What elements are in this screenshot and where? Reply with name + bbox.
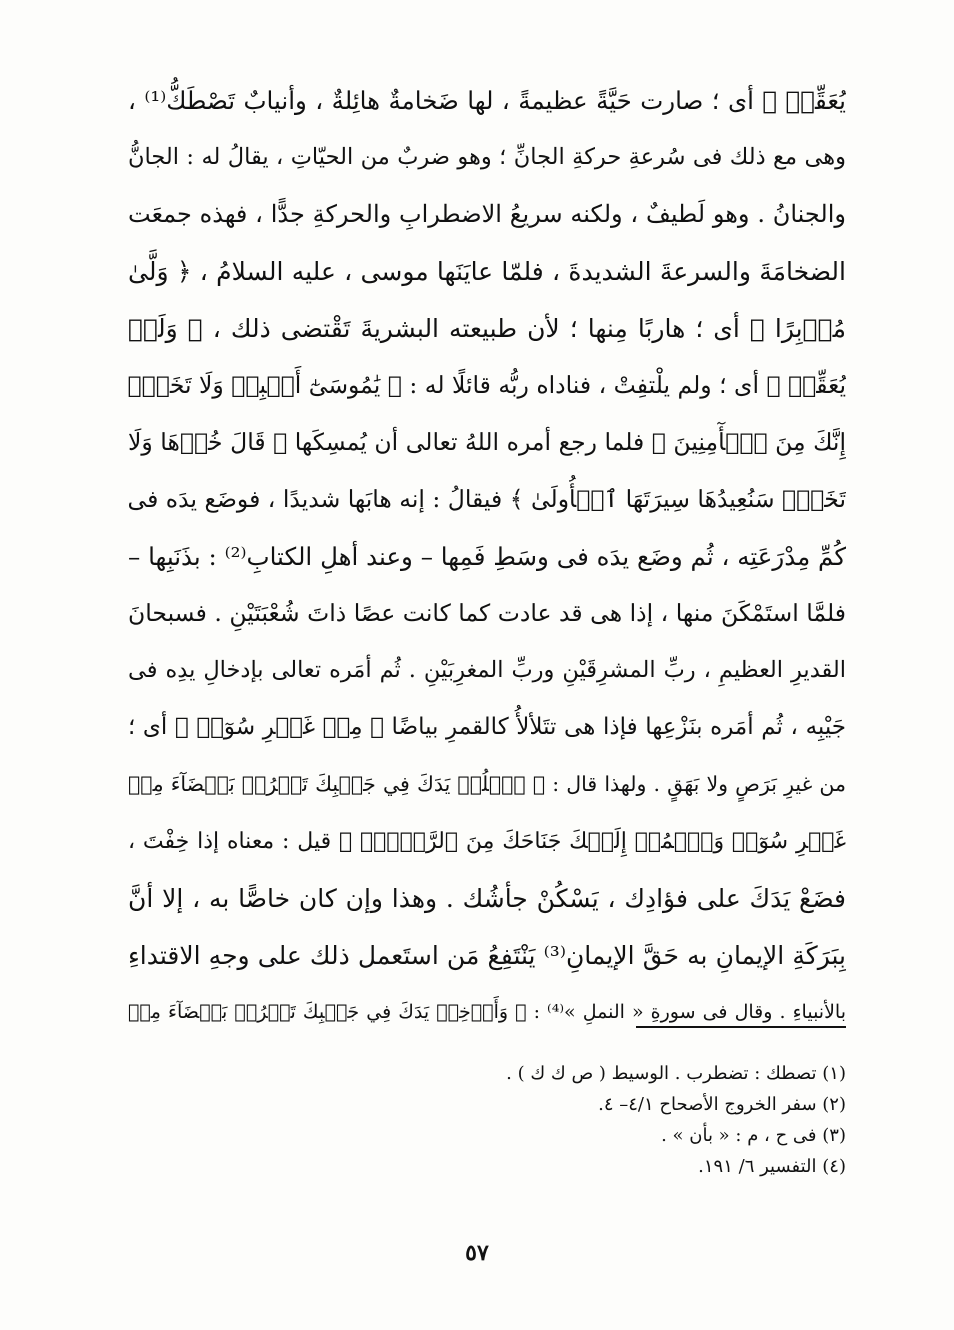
text-line: وهى مع ذلك فى سُرعةِ حركةِ الجانِّ ؛ وهو ضربٌ من الحيّاتِ ، يقالُ له : الجانُّ bbox=[128, 144, 846, 170]
text-line: والجنانُ . وهو لَطيفٌ ، ولكنه سريعُ الاضطرابِ والحركةِ جدًّا ، فهذه جمعَت bbox=[128, 200, 846, 228]
text-line: كُمِّ مِدْرَعَتِه ، ثُم وضَع يدَه فى وسَطِ فَمِها – وعند أهلِ الكتابِ⁽²⁾ : بذَنَبِها – bbox=[128, 542, 846, 571]
footnote-4: (٤) التفسير ٦/ ١٩١. bbox=[698, 1156, 846, 1177]
footnotes bbox=[450, 1058, 846, 1182]
text-line: مُدۡبِرًا ﴾ أى ؛ هاربًا مِنها ؛ لأن طبيعته البشريةَ تَقْتضى ذلك ، ﴿ وَلَمۡ bbox=[128, 314, 846, 343]
text-line: يُعَقِّبۡ ﴾ أى ؛ صارت حَيَّةً عظيمةً ، لها ضَخامةٌ هائِلةٌ ، وأنيابٌ تَصْطَكُّ⁽¹⁾ ، bbox=[128, 86, 846, 115]
text-line: فلمَّا استَمْكَنَ منها ، إذا هى قد عادت كما كانت عصًا ذاتَ شُعْبَتَيْنِ . فسبحانَ bbox=[128, 599, 846, 627]
footnote-separator bbox=[636, 1026, 846, 1028]
text-line: الضخامَةَ والسرعةَ الشديدةَ ، فلمّا عايَنَها موسى ، عليه السلامُ ، ﴿ وَلَّىٰ bbox=[128, 257, 846, 286]
footnote-1: (١) تصطك : تضطرب . الوسيط ( ص ك ك ) . bbox=[506, 1063, 846, 1084]
text-line: بالأنبياءِ . وقال فى سورةِ « النملِ »⁽⁴⁾ : ﴿ وَأَدۡخِلۡ يَدَكَ فِي جَيۡبِكَ تَخۡرُجۡ بَيۡضَآءَ مِنۡ bbox=[128, 1001, 846, 1023]
text-line: تَخَفۡۖ سَنُعِيدُهَا سِيرَتَهَا ٱلۡأُولَىٰ ﴾ فيقالُ : إنه هابَها شديدًا ، فوضَع يدَه فى bbox=[128, 485, 846, 513]
text-line: من غيرِ بَرَصٍ ولا بَهَقٍ . ولهذا قال : ﴿ ٱسۡلُكۡ يَدَكَ فِي جَيۡبِكَ تَخۡرُجۡ بَيۡضَآءَ مِنۡ bbox=[128, 772, 846, 796]
page-number: ٥٧ bbox=[465, 1240, 489, 1266]
text-line: جَيْبِه ، ثُم أمَره بنَزْعِها فإذا هى تتَلألأُ كالقمرِ بياضًا ﴿ مِنۡ غَيۡرِ سُوٓءٖ ﴾ أى ؛ bbox=[128, 714, 846, 740]
text-line: فضَعْ يَدَكَ على فؤادِك ، يَسْكُنْ جأشُك . وهذا وإن كان خاصًّا به ، إلا أنَّ bbox=[128, 884, 846, 913]
main-text bbox=[128, 72, 846, 1041]
text-line: بِبَرَكَةِ الإيمانِ به حَقَّ الإيمانِ⁽³⁾ يَنْتَفِعُ مَن استَعمل ذلك على وجهِ الاقتداءِ bbox=[128, 941, 846, 970]
text-line: يُعَقِّبۡ ﴾ أى ؛ ولم يلْتفِتْ ، فناداه ربُّه قائلًا له : ﴿ يَٰمُوسَىٰٓ أَقۡبِلۡ وَلَا تَخَفۡۖ bbox=[128, 371, 846, 399]
text-line: غَيۡرِ سُوٓءٖ وَٱضۡمُمۡ إِلَيۡكَ جَنَاحَكَ مِنَ ٱلرَّهۡبِۖ ﴾ قيل : معناه إذا خِفْتَ ، bbox=[128, 829, 846, 854]
text-line: القديرِ العظيمِ ، ربِّ المشرِقَيْنِ وربِّ المغرِبَيْنِ . ثُم أمَره تعالى بإدخالِ يدِه فى bbox=[128, 657, 846, 683]
text-line: إِنَّكَ مِنَ ٱلۡأٓمِنِينَ ﴾ فلما رجع أمره اللهُ تعالى أن يُمسِكَها ﴿ قَالَ خُذۡهَا وَلَا bbox=[128, 428, 846, 456]
footnote-2: (٢) سفر الخروج الأصحاح ٤/١– ٤. bbox=[598, 1094, 846, 1115]
footnote-3: (٣) فى ح ، م : « بأن » . bbox=[661, 1125, 846, 1146]
